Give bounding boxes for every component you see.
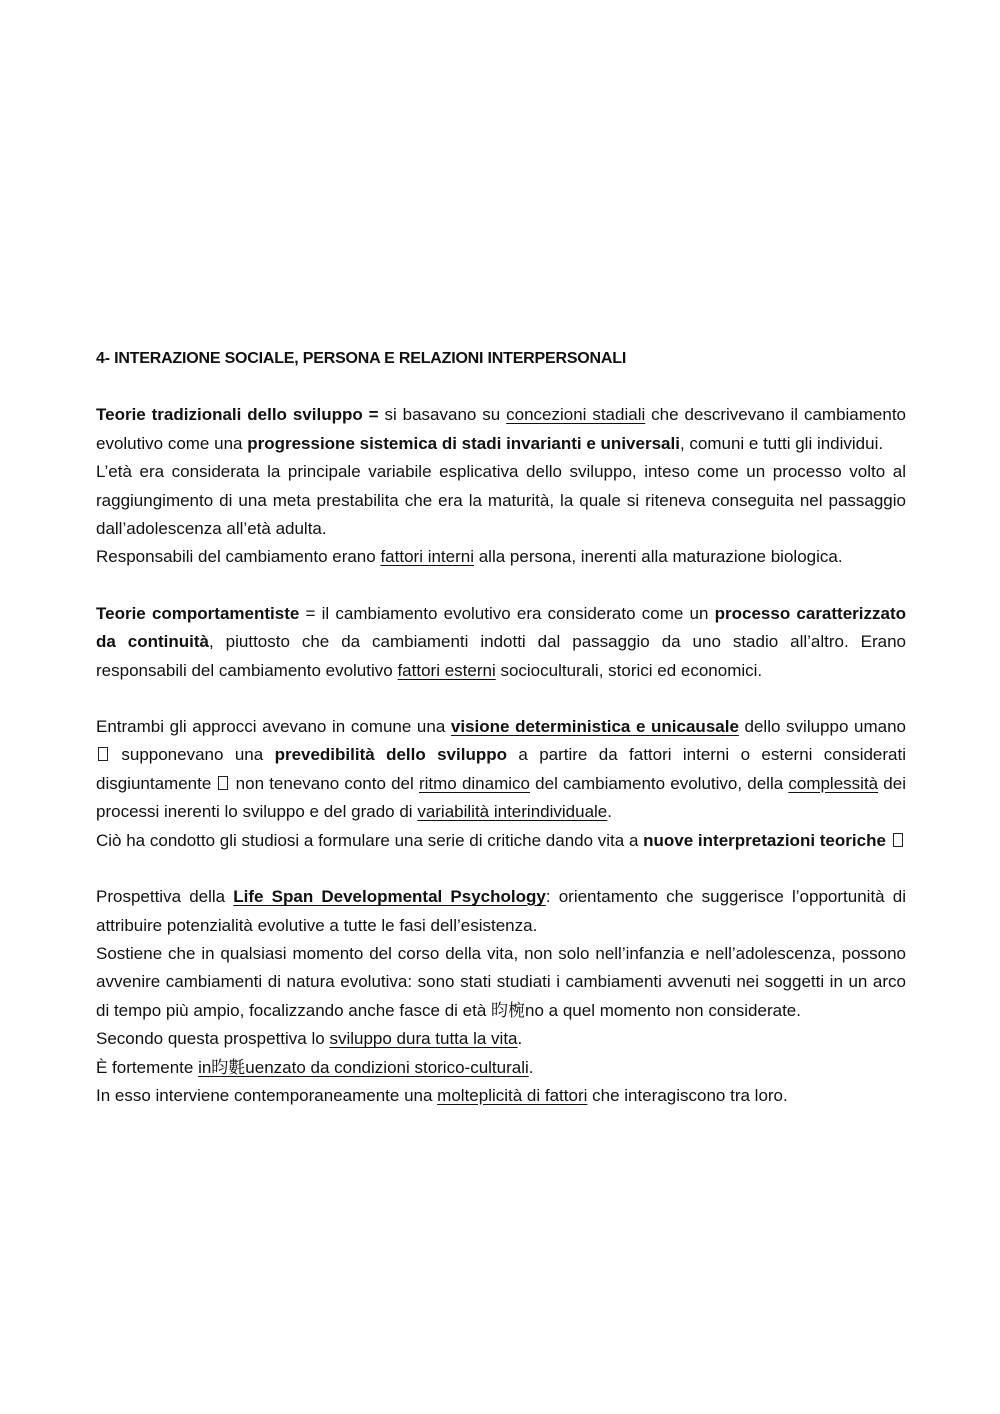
paragraph-influenced xyxy=(96,1054,906,1082)
underlined-historical-cultural: in昀氀uenzato da condizioni storico-culturali xyxy=(198,1057,529,1077)
term-traditional-theories: Teorie tradizionali dello sviluppo = xyxy=(96,405,379,425)
text-run: , comuni e tutti gli individui. xyxy=(679,433,884,453)
missing-glyph-icon xyxy=(218,776,228,790)
text-run: , piuttosto che da cambiamenti indotti dal passaggio da uno stadio all’altro. Erano responsabili del cambiamento evolutivo xyxy=(96,632,906,680)
text-run: = il cambiamento evolutivo era considerato come un xyxy=(299,603,715,623)
underlined-internal-factors: fattori interni xyxy=(380,547,474,567)
paragraph-behaviorist-theories xyxy=(96,600,906,685)
paragraph-gap xyxy=(96,572,906,600)
underlined-interindividual-variability: variabilità interindividuale xyxy=(417,802,608,822)
bold-continuity-process: processo caratterizzato da continuità xyxy=(96,603,907,652)
text-run: alla persona, inerenti alla maturazione biologica. xyxy=(474,547,843,567)
paragraph-multiple-factors xyxy=(96,1082,906,1110)
paragraph-lifelong xyxy=(96,1025,906,1053)
text-run: non tenevano conto del xyxy=(230,773,419,793)
paragraph-gap xyxy=(96,685,906,713)
paragraph-both-approaches xyxy=(96,713,906,827)
text-run: . xyxy=(607,802,612,822)
bold-systemic-progression: progressione sistemica di stadi invarianti e universali xyxy=(247,433,680,453)
paragraph-age-variable: L’età era considerata la principale variabile esplicativa dello sviluppo, inteso come un processo volto al raggiungimento di una meta prestabilita che era la maturità, la quale si riteneva conseguita nel passaggio dall’adolescenza all’età adulta. xyxy=(96,462,906,539)
document-page xyxy=(96,345,906,1110)
bold-underlined-deterministic-vision: visione deterministica e unicausale xyxy=(450,717,739,737)
bold-underlined-life-span: Life Span Developmental Psychology xyxy=(233,887,546,907)
text-run: dello sviluppo umano xyxy=(738,717,906,737)
text-run: che descrivevano il cambiamento evolutivo come una xyxy=(96,405,907,453)
text-run: che interagiscono tra loro. xyxy=(587,1085,788,1105)
missing-glyph-icon xyxy=(98,747,108,761)
section-heading: 4- INTERAZIONE SOCIALE, PERSONA E RELAZIONI INTERPERSONALI xyxy=(96,350,627,367)
paragraph-new-interpretations xyxy=(96,827,906,855)
text-run: Entrambi gli approcci avevano in comune una xyxy=(96,717,451,737)
text-run: Prospettiva della xyxy=(96,887,234,907)
text-run: . xyxy=(528,1057,534,1077)
text-run: Secondo questa prospettiva lo xyxy=(96,1029,330,1049)
text-run: . xyxy=(517,1029,523,1049)
text-run: Responsabili del cambiamento erano xyxy=(96,547,381,567)
text-run: : orientamento che suggerisce l’opportunità di attribuire potenzialità evolutive a tutte le fasi dell’esistenza. xyxy=(96,887,906,935)
text-run: dei processi inerenti lo sviluppo e del grado di xyxy=(96,773,906,822)
paragraph-any-moment: Sostiene che in qualsiasi momento del corso della vita, non solo nell’infanzia e nell’adolescenza, possono avvenire cambiamenti di natura evolutiva: sono stati studiati i cambiamenti avvenuti nei soggetti in un arco di tempo più ampio, focalizzando anche fasce di età 昀椀no a quel momento non considerate. xyxy=(96,943,906,1020)
text-run: socioculturali, storici ed economici. xyxy=(495,660,763,680)
text-run: del cambiamento evolutivo, della xyxy=(529,773,789,793)
text-run: In esso interviene contemporaneamente una xyxy=(96,1085,438,1105)
underlined-external-factors: fattori esterni xyxy=(397,660,496,680)
text-run: Ciò ha condotto gli studiosi a formulare una serie di critiche dando vita a xyxy=(96,830,644,850)
paragraph-internal-factors xyxy=(96,543,906,571)
underlined-stage-conceptions: concezioni stadiali xyxy=(506,405,646,425)
underlined-lifelong-development: sviluppo dura tutta la vita xyxy=(329,1029,518,1049)
term-behaviorist-theories: Teorie comportamentiste xyxy=(96,603,300,623)
paragraph-life-span xyxy=(96,883,906,940)
text-run: si basavano su xyxy=(378,405,507,425)
bold-predictability: prevedibilità dello sviluppo xyxy=(274,745,507,765)
text-run: È fortemente xyxy=(96,1057,199,1077)
paragraph-gap xyxy=(96,855,906,883)
underlined-complexity: complessità xyxy=(788,773,879,793)
missing-glyph-icon xyxy=(893,833,903,847)
text-run: supponevano una xyxy=(110,745,275,765)
underlined-dynamic-rhythm: ritmo dinamico xyxy=(418,773,530,793)
bold-new-interpretations: nuove interpretazioni teoriche xyxy=(643,830,886,850)
paragraph-traditional-theories xyxy=(96,401,906,458)
text-run: a partire da fattori interni o esterni considerati disgiuntamente xyxy=(96,745,906,793)
underlined-multiple-factors: molteplicità di fattori xyxy=(437,1085,588,1105)
